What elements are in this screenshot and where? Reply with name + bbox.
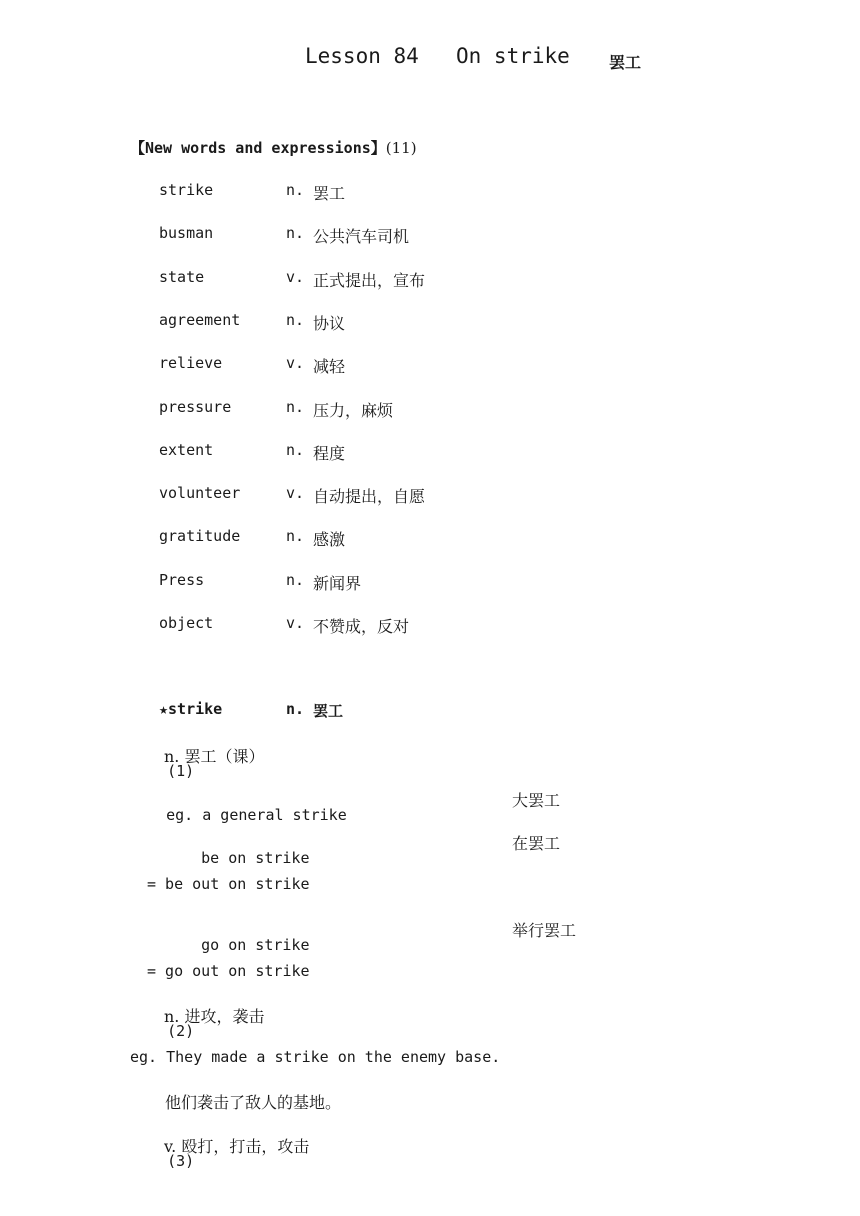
lesson-title bbox=[0, 44, 860, 76]
lesson-title-english: On strike bbox=[456, 44, 570, 68]
vocab-pos: v. bbox=[286, 267, 305, 286]
vocab-word: pressure bbox=[159, 397, 232, 416]
vocab-pos: v. bbox=[286, 354, 305, 373]
vocab-pos: n. bbox=[286, 440, 305, 459]
vocab-pos: n. bbox=[286, 527, 305, 546]
vocab-pos: n. bbox=[286, 310, 305, 329]
sense-1-text: n. 罢工（课） bbox=[164, 747, 265, 766]
vocab-row bbox=[0, 181, 860, 205]
sense-3 bbox=[131, 1134, 310, 1206]
sense-3-number: (3) bbox=[167, 1152, 195, 1170]
vocab-row bbox=[0, 527, 860, 551]
example-4-chinese: 他们袭击了敌人的基地。 bbox=[165, 1093, 342, 1112]
example-2-english: be on strike bbox=[201, 849, 310, 867]
vocab-word: state bbox=[159, 267, 205, 286]
vocab-meaning: 自动提出，自愿 bbox=[313, 487, 426, 507]
vocab-word: agreement bbox=[159, 310, 241, 329]
focus-word-meaning: 罢工 bbox=[313, 702, 344, 720]
vocab-heading-label: 【New words and expressions】 bbox=[130, 139, 386, 157]
vocab-word: relieve bbox=[159, 354, 223, 373]
example-2-chinese: 在罢工 bbox=[512, 834, 561, 853]
vocab-word: Press bbox=[159, 570, 205, 589]
vocab-word: extent bbox=[159, 440, 214, 459]
vocab-word: gratitude bbox=[159, 527, 241, 546]
vocab-meaning: 新闻界 bbox=[313, 573, 362, 593]
vocab-row bbox=[0, 484, 860, 508]
focus-word: ★strike bbox=[159, 700, 223, 718]
sense-3-text: v. 殴打，打击，攻击 bbox=[164, 1137, 310, 1156]
example-3-alt: = go out on strike bbox=[147, 962, 310, 980]
vocab-pos: n. bbox=[286, 181, 305, 199]
example-3-english: go on strike bbox=[201, 936, 310, 954]
sense-2-number: (2) bbox=[167, 1022, 195, 1040]
vocab-row bbox=[0, 268, 860, 292]
vocab-word: busman bbox=[159, 224, 214, 243]
vocab-heading bbox=[130, 137, 417, 158]
example-3-chinese: 举行罢工 bbox=[512, 921, 577, 940]
vocab-meaning: 不赞成，反对 bbox=[313, 617, 410, 636]
vocab-row bbox=[0, 398, 860, 422]
vocab-word: object bbox=[159, 614, 214, 632]
vocab-meaning: 减轻 bbox=[313, 357, 346, 377]
vocab-row bbox=[0, 441, 860, 465]
vocab-row bbox=[0, 614, 860, 638]
vocab-row bbox=[0, 224, 860, 248]
vocab-row bbox=[0, 311, 860, 335]
vocab-meaning: 程度 bbox=[313, 443, 346, 463]
vocab-word: strike bbox=[159, 181, 214, 199]
vocab-meaning: 感激 bbox=[313, 530, 346, 550]
example-1-english: eg. a general strike bbox=[166, 806, 347, 824]
vocab-row bbox=[0, 571, 860, 595]
vocab-pos: n. bbox=[286, 397, 305, 416]
focus-word-row bbox=[0, 700, 860, 724]
lesson-title-chinese: 罢工 bbox=[609, 53, 642, 72]
vocab-meaning: 压力，麻烦 bbox=[313, 400, 394, 420]
example-1-chinese: 大罢工 bbox=[512, 791, 561, 810]
vocab-pos: n. bbox=[286, 570, 305, 589]
vocab-count: (11) bbox=[385, 139, 417, 157]
vocab-meaning: 公共汽车司机 bbox=[313, 227, 410, 247]
vocab-pos: n. bbox=[286, 224, 305, 243]
example-4-english: eg. They made a strike on the enemy base. bbox=[130, 1048, 501, 1066]
vocab-pos: v. bbox=[286, 614, 305, 632]
vocab-meaning: 罢工 bbox=[313, 184, 346, 203]
vocab-meaning: 协议 bbox=[313, 313, 346, 333]
lesson-number: Lesson 84 bbox=[305, 44, 419, 68]
vocab-row bbox=[0, 354, 860, 378]
sense-1-number: (1) bbox=[167, 762, 195, 780]
sense-2-text: n. 进攻，袭击 bbox=[164, 1007, 265, 1026]
vocab-meaning: 正式提出，宣布 bbox=[313, 270, 426, 290]
focus-word-pos: n. bbox=[286, 700, 305, 718]
vocab-word: volunteer bbox=[159, 484, 241, 503]
vocab-pos: v. bbox=[286, 484, 305, 503]
example-2-alt: = be out on strike bbox=[147, 875, 310, 893]
